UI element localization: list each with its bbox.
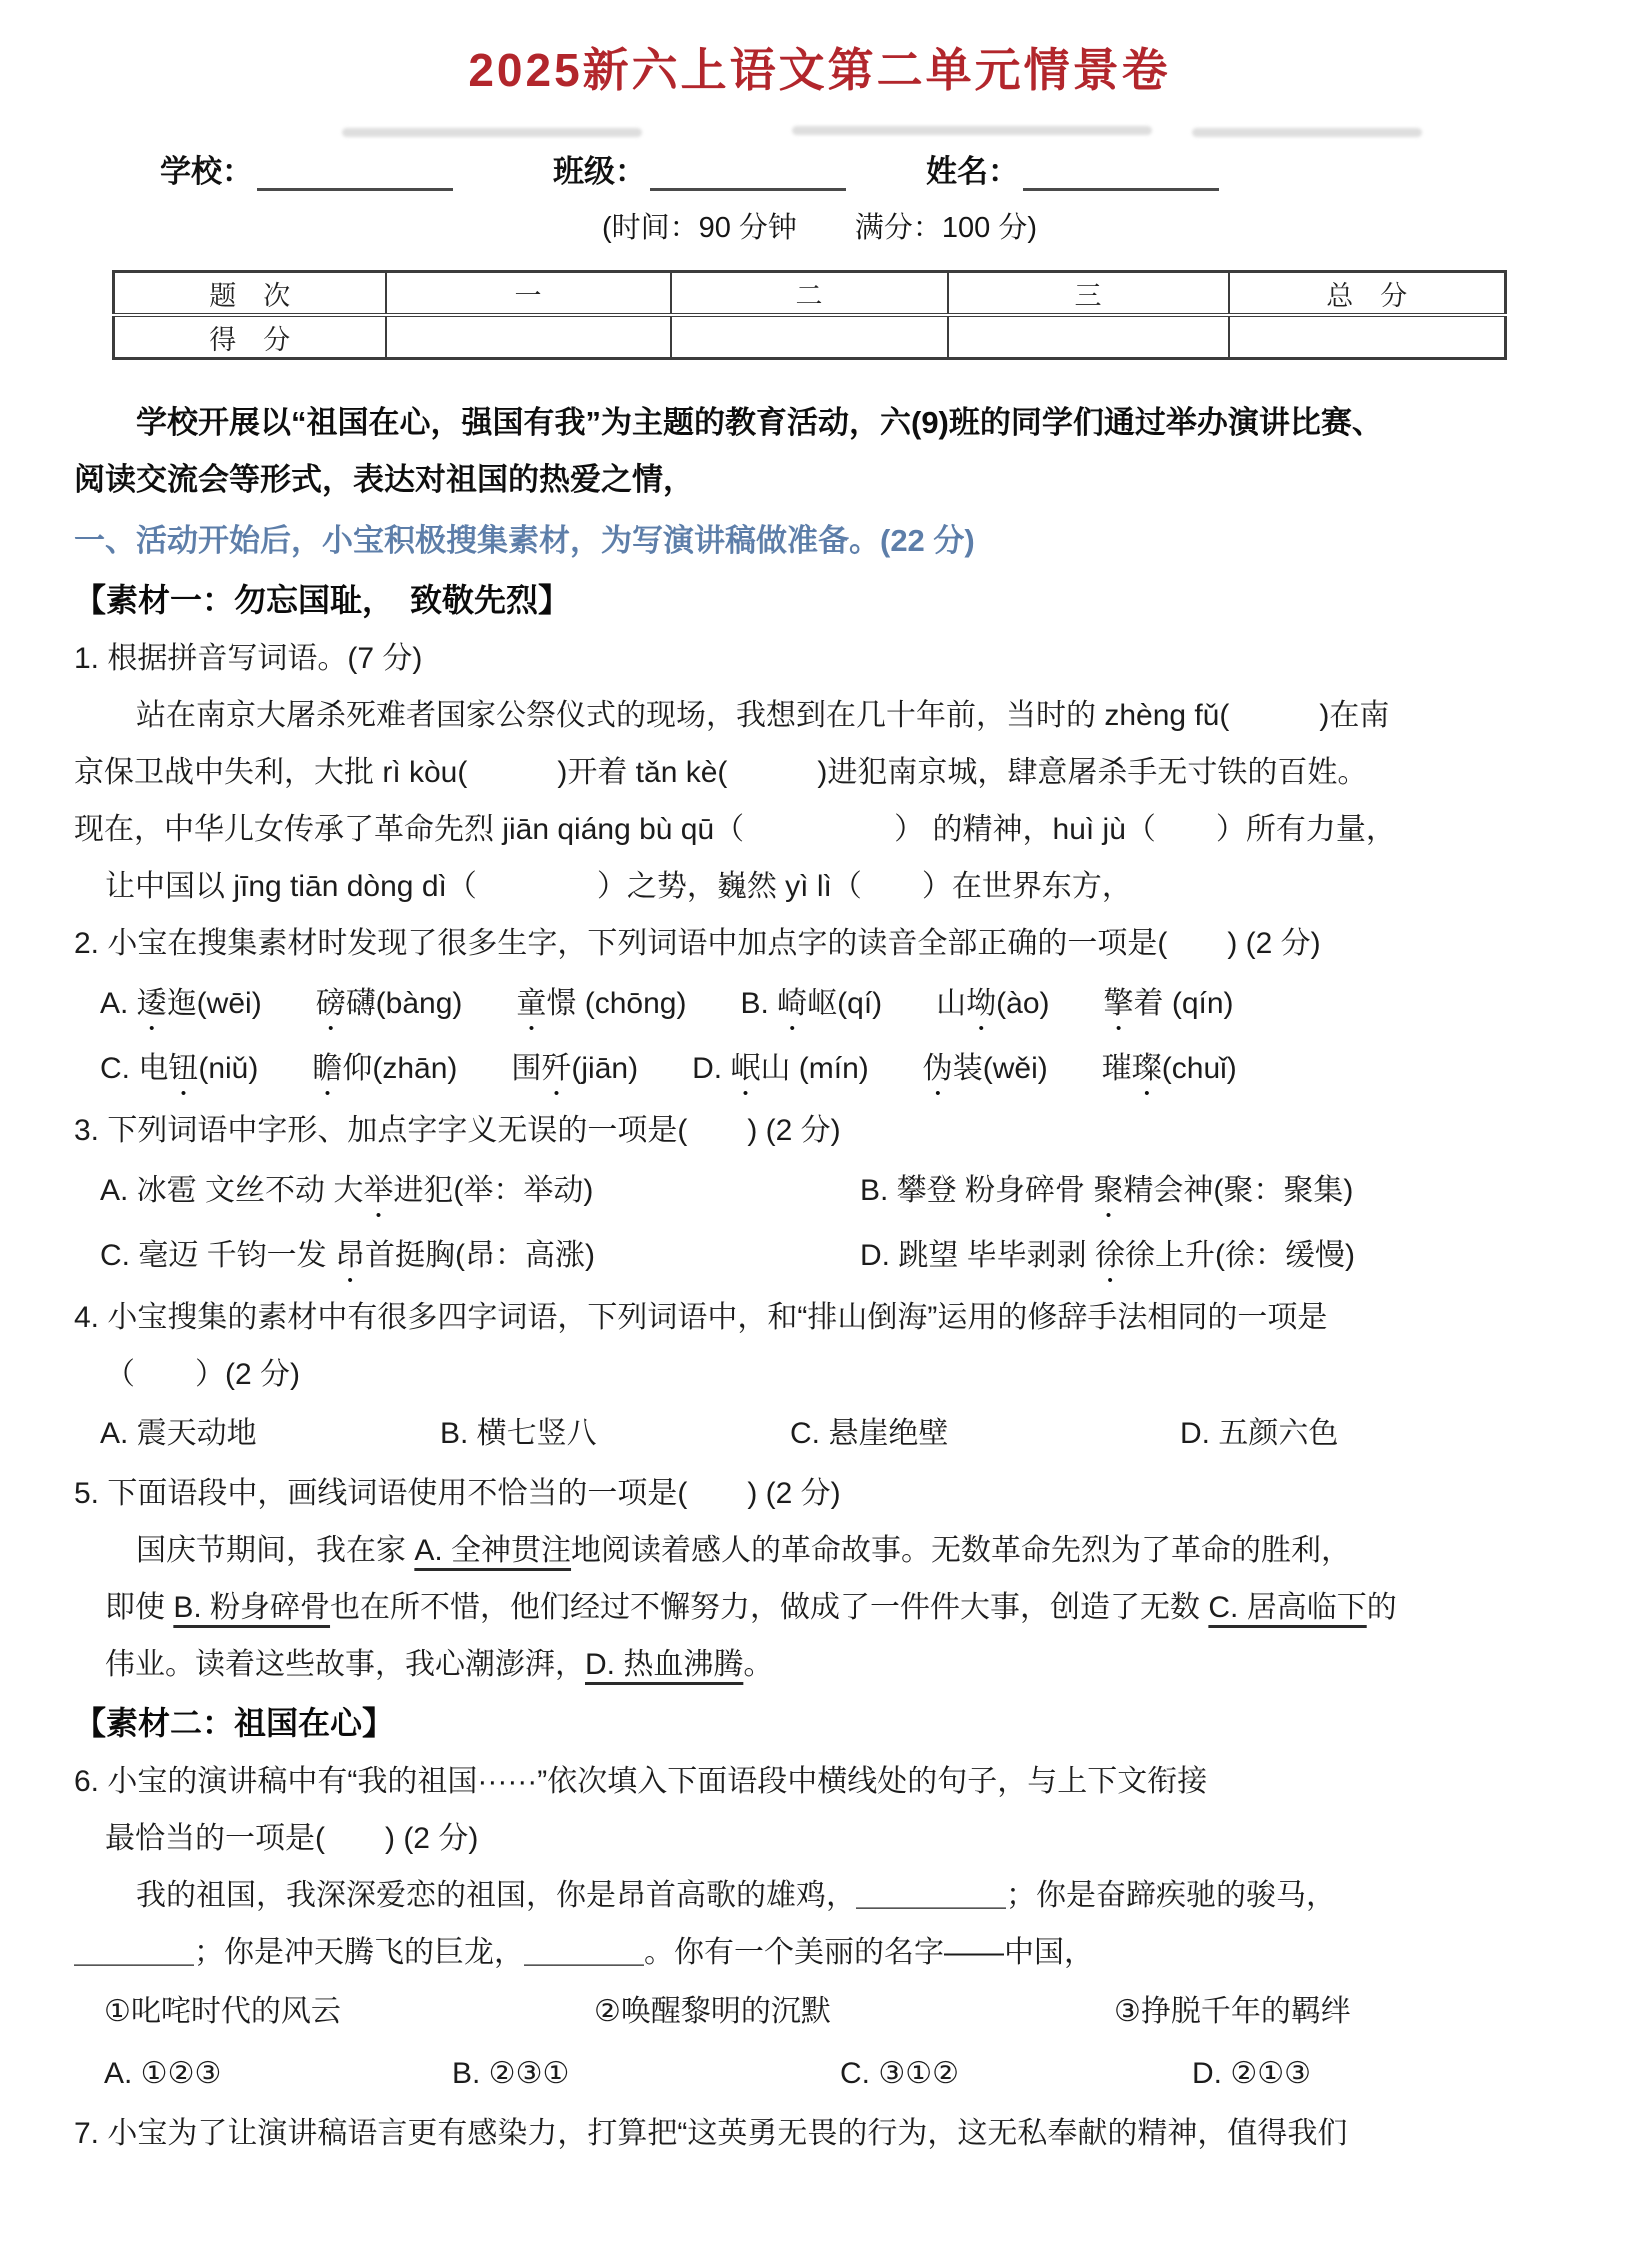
q6-stem-line-1: 6. 小宝的演讲稿中有“我的祖国······”依次填入下面语段中横线处的句子，与上下文衔接 — [74, 1765, 1208, 1798]
table-row — [114, 272, 1506, 316]
th-part-two: 二 — [671, 272, 948, 316]
score-cell — [386, 315, 671, 359]
q2-word: 伪装(wěi) — [922, 1052, 1048, 1085]
q2-options-row-2 — [74, 1037, 1565, 1102]
smudge-mark — [792, 126, 1152, 135]
q2-word: 围歼(jiān) — [511, 1052, 639, 1085]
q7-stem-line-1: 7. 小宝为了让演讲稿语言更有感染力，打算把“这英勇无畏的行为，这无私奉献的精神，值得我们 — [74, 2117, 1348, 2150]
intro-paragraph — [74, 394, 1565, 508]
q1-stem: 1. 根据拼音写词语。(7 分) — [74, 642, 423, 675]
material-one-heading: 【素材一：勿忘国耻， 致敬先烈】 — [74, 582, 571, 618]
q6-text-line: ＿＿＿＿；你是冲天腾飞的巨龙，＿＿＿＿。你有一个美丽的名字——中国， — [74, 1936, 1094, 1969]
q2-word: 童憬 (chōng) — [516, 987, 687, 1020]
q2-word: 璀璨(chuǐ) — [1101, 1052, 1237, 1085]
q6-option-d: D. ②①③ — [1192, 2057, 1312, 2090]
q2-word: 山坳(ào) — [936, 987, 1050, 1020]
score-cell — [671, 315, 948, 359]
q2-word: B. 崎岖(qí) — [740, 987, 883, 1020]
score-row-label: 得 分 — [114, 315, 386, 359]
q6-options-row — [74, 2043, 1565, 2105]
intro-line: 学校开展以“祖国在心，强国有我”为主题的教育活动，六(9)班的同学们通过举办演讲比赛、 — [136, 405, 1383, 440]
q5-text-line: 即使 B. 粉身碎骨也在所不惜，他们经过不懈努力，做成了一件件大事，创造了无数 C. 居高临下的 — [105, 1591, 1397, 1624]
name-blank-line — [1023, 154, 1219, 191]
q4-options-row — [74, 1403, 1565, 1465]
table-row — [114, 315, 1506, 359]
question-4 — [74, 1289, 1565, 1465]
class-blank-line — [650, 154, 846, 191]
q2-options-row-1 — [74, 972, 1565, 1037]
q6-option-b: B. ②③① — [452, 2057, 570, 2090]
q4-option-b: B. 横七竖八 — [440, 1417, 597, 1450]
student-info-row — [160, 146, 1565, 191]
class-label: 班级： — [553, 154, 646, 189]
q3-option-d: D. 跳望 毕毕剥剥 徐徐上升(徐：缓慢) — [860, 1239, 1355, 1272]
q1-text-line: 让中国以 jīng tiān dòng dì（ ）之势，巍然 yì lì（ ）在世界东方， — [105, 870, 1132, 903]
question-2 — [74, 915, 1565, 1102]
q6-item-3: ③挣脱千年的羁绊 — [1114, 1995, 1351, 2028]
question-1 — [74, 630, 1565, 915]
underlined-phrase-d: D. 热血沸腾 — [585, 1648, 744, 1681]
question-3 — [74, 1102, 1565, 1289]
q4-option-c: C. 悬崖绝壁 — [790, 1417, 949, 1450]
underlined-phrase-c: C. 居高临下 — [1208, 1591, 1367, 1624]
material-two-heading: 【素材二：祖国在心】 — [74, 1705, 395, 1741]
question-6 — [74, 1753, 1565, 2105]
q5-stem: 5. 下面语段中，画线词语使用不恰当的一项是( ) (2 分) — [74, 1477, 841, 1510]
q3-option-a: A. 冰雹 文丝不动 大举进犯(举：举动) — [100, 1174, 594, 1207]
q4-option-d: D. 五颜六色 — [1180, 1417, 1339, 1450]
score-cell — [948, 315, 1229, 359]
section-one-heading: 一、活动开始后，小宝积极搜集素材，为写演讲稿做准备。(22 分) — [74, 523, 975, 558]
time-score-line: (时间：90 分钟 满分：100 分) — [601, 212, 1038, 244]
q2-word: D. 岷山 (mín) — [692, 1052, 869, 1085]
th-total: 总 分 — [1229, 272, 1506, 316]
question-7 — [74, 2105, 1565, 2162]
q2-word: 擎着 (qín) — [1103, 987, 1234, 1020]
q2-stem: 2. 小宝在搜集素材时发现了很多生字，下列词语中加点字的读音全部正确的一项是( ) (2 分) — [74, 927, 1321, 960]
q2-word: A. 逶迤(wēi) — [100, 987, 262, 1020]
page-title: 2025新六上语文第二单元情景卷 — [468, 44, 1171, 96]
score-cell — [1229, 315, 1506, 359]
q2-word: C. 电钮(niǔ) — [100, 1052, 259, 1085]
q6-item-1: ①叱咤时代的风云 — [104, 1995, 341, 2028]
name-label: 姓名： — [926, 154, 1019, 189]
q6-numbered-items-row — [74, 1981, 1565, 2043]
q4-option-a: A. 震天动地 — [100, 1417, 257, 1450]
th-part-three: 三 — [948, 272, 1229, 316]
q1-text-line: 站在南京大屠杀死难者国家公祭仪式的现场，我想到在几十年前，当时的 zhèng fǔ( )在南 — [136, 699, 1390, 732]
q3-options-row-2 — [74, 1224, 1565, 1289]
q3-options-row-1 — [74, 1159, 1565, 1224]
q4-stem-line-2: （ ）(2 分) — [105, 1358, 300, 1391]
smudge-mark — [1192, 128, 1422, 137]
q5-text-line: 伟业。读着这些故事，我心潮澎湃，D. 热血沸腾。 — [105, 1648, 774, 1681]
question-5 — [74, 1465, 1565, 1693]
school-blank-line — [257, 154, 453, 191]
smudge-mark — [342, 128, 642, 137]
th-part-one: 一 — [386, 272, 671, 316]
q6-text-line: 我的祖国，我深深爱恋的祖国，你是昂首高歌的雄鸡，＿＿＿＿＿；你是奋蹄疾驰的骏马， — [136, 1879, 1336, 1912]
q5-text-line: 国庆节期间，我在家 A. 全神贯注地阅读着感人的革命故事。无数革命先烈为了革命的胜利， — [136, 1534, 1352, 1567]
q3-stem: 3. 下列词语中字形、加点字字义无误的一项是( ) (2 分) — [74, 1114, 841, 1147]
school-label: 学校： — [160, 154, 253, 189]
q6-option-c: C. ③①② — [840, 2057, 960, 2090]
q1-text-line: 京保卫战中失利，大批 rì kòu( )开着 tǎn kè( )进犯南京城，肆意屠杀手无寸铁的百姓。 — [74, 756, 1368, 789]
q4-stem-line-1: 4. 小宝搜集的素材中有很多四字词语，下列词语中，和“排山倒海”运用的修辞手法相同的一项是 — [74, 1301, 1328, 1334]
q6-stem-line-2: 最恰当的一项是( ) (2 分) — [105, 1822, 479, 1855]
q6-item-2: ②唤醒黎明的沉默 — [594, 1995, 831, 2028]
q2-word: 磅礴(bàng) — [315, 987, 463, 1020]
underlined-phrase-a: A. 全神贯注 — [414, 1534, 572, 1567]
q3-option-b: B. 攀登 粉身碎骨 聚精会神(聚：聚集) — [860, 1174, 1354, 1207]
q3-option-c: C. 毫迈 千钧一发 昂首挺胸(昂：高涨) — [100, 1239, 595, 1272]
intro-line: 阅读交流会等形式，表达对祖国的热爱之情， — [74, 462, 694, 497]
q1-text-line: 现在，中华儿女传承了革命先烈 jiān qiáng bù qū（ ） 的精神，huì jù（ ）所有力量， — [74, 813, 1396, 846]
underlined-phrase-b: B. 粉身碎骨 — [173, 1591, 331, 1624]
q6-option-a: A. ①②③ — [104, 2057, 222, 2090]
q2-word: 瞻仰(zhān) — [312, 1052, 458, 1085]
score-table — [112, 270, 1507, 360]
th-question-number: 题 次 — [114, 272, 386, 316]
